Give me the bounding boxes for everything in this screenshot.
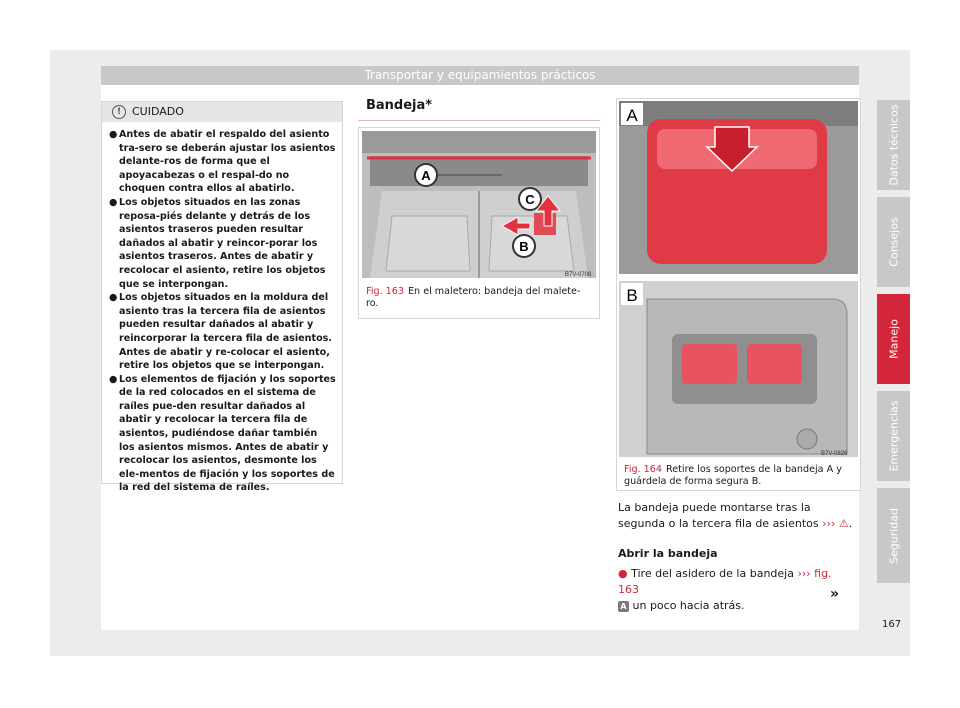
fig163-label-c: C	[525, 192, 535, 207]
fig-ref-link[interactable]: ››› fig. 163	[618, 567, 832, 596]
bullet-dot: ●	[109, 196, 118, 208]
page-number: 167	[882, 619, 902, 630]
continue-mark: »	[830, 586, 840, 602]
caution-item-text: Los elementos de fijación y los soportes de la red colocados en el sistema de raíles pue-den resultar dañados al abatir y recolocar la tercera fila de asientos, pudiéndose dañar también los asientos mismos. Antes de abatir y recolocar los asientos, desmonte los ele-mentos de fijación y los soportes de la red del sistema de raíles.	[119, 373, 336, 494]
tab-emergencias[interactable]	[877, 391, 910, 481]
page-header: Transportar y equipamientos prácticos	[101, 66, 859, 85]
fig164-number: Fig. 164	[624, 464, 662, 475]
section-divider	[358, 120, 600, 121]
fig164-code: B7V-0826	[821, 451, 848, 457]
bullet-dot: ●	[109, 373, 118, 385]
section-title: Bandeja*	[366, 98, 433, 113]
fig163-label-b: B	[519, 239, 529, 254]
caution-item-text: Antes de abatir el respaldo del asiento tra-sero se deberán ajustar los asientos delante-ros de forma que el apoyacabezas o el respal-do no choquen contra ellos al abatirlo.	[119, 129, 336, 195]
paragraph-text: La bandeja puede montarse tras la segunda o la tercera fila de asientos	[618, 501, 819, 530]
fig163-label-a: A	[421, 168, 431, 183]
body-paragraph: La bandeja puede montarse tras la segunda o la tercera fila de asientos ››› ⚠.	[618, 501, 853, 530]
trunk-illustration	[362, 131, 602, 281]
fig163-code: B7V-0708	[565, 272, 592, 278]
caution-title: CUIDADO	[132, 105, 184, 118]
tab-label: Consejos	[887, 217, 900, 267]
fig164-panel-a-label: A	[626, 106, 638, 125]
bullet-dot: ●	[109, 129, 118, 140]
caution-item	[109, 373, 336, 495]
warning-icon: ⚠	[838, 517, 849, 530]
tab-seguridad[interactable]	[877, 488, 910, 583]
info-icon: !	[112, 105, 126, 119]
fig164-panel-b-label: B	[626, 286, 638, 305]
fig163-number: Fig. 163	[366, 286, 404, 297]
caution-header	[102, 102, 342, 122]
tab-label: Manejo	[887, 319, 900, 359]
step-item	[618, 566, 856, 614]
subhead-abrir: Abrir la bandeja	[618, 547, 718, 560]
caution-item-text: Los objetos situados en la moldura del asiento tras la tercera fila de asientos pueden resultar dañados al abatir y reincorporar la tercera fila de asientos. Antes de abatir y re-colocar el asiento, retire los objetos que se interpongan.	[119, 292, 333, 372]
fig163-caption-text: En el maletero: bandeja del malete-ro.	[366, 286, 581, 309]
paragraph-ref[interactable]: ›››	[822, 517, 836, 530]
figure-163	[358, 127, 600, 319]
caution-item-text: Los objetos situados en las zonas reposa-piés delante y detrás de los asientos traseros pueden resultar dañados al abatir y reincor-porar los asientos traseros. Antes de abatir y recolocar el asiento, retire los objetos que se interpongan.	[119, 196, 326, 290]
fig163-caption	[359, 281, 599, 315]
tab-datos-tecnicos[interactable]	[877, 100, 910, 190]
caution-item	[109, 128, 336, 196]
figure-164	[616, 98, 861, 491]
tab-label: Seguridad	[887, 507, 900, 564]
tab-consejos[interactable]	[877, 197, 910, 287]
caution-item	[109, 291, 336, 373]
step-tail: un poco hacia atrás.	[632, 599, 745, 612]
step-bullet: ●	[618, 567, 628, 580]
caution-body	[102, 122, 342, 495]
fig164-caption	[617, 459, 860, 493]
label-badge-a: A	[618, 601, 629, 612]
tab-label: Emergencias	[887, 400, 900, 472]
caution-item	[109, 196, 336, 291]
caution-box	[101, 101, 343, 494]
step-text: Tire del asidero de la bandeja	[631, 567, 794, 580]
tab-label: Datos técnicos	[887, 104, 900, 186]
tab-manejo[interactable]	[877, 294, 910, 384]
tray-support-illustration	[617, 99, 860, 459]
bullet-dot: ●	[109, 292, 118, 304]
fig164-caption-text: Retire los soportes de la bandeja A y guárdela de forma segura B.	[624, 464, 842, 487]
